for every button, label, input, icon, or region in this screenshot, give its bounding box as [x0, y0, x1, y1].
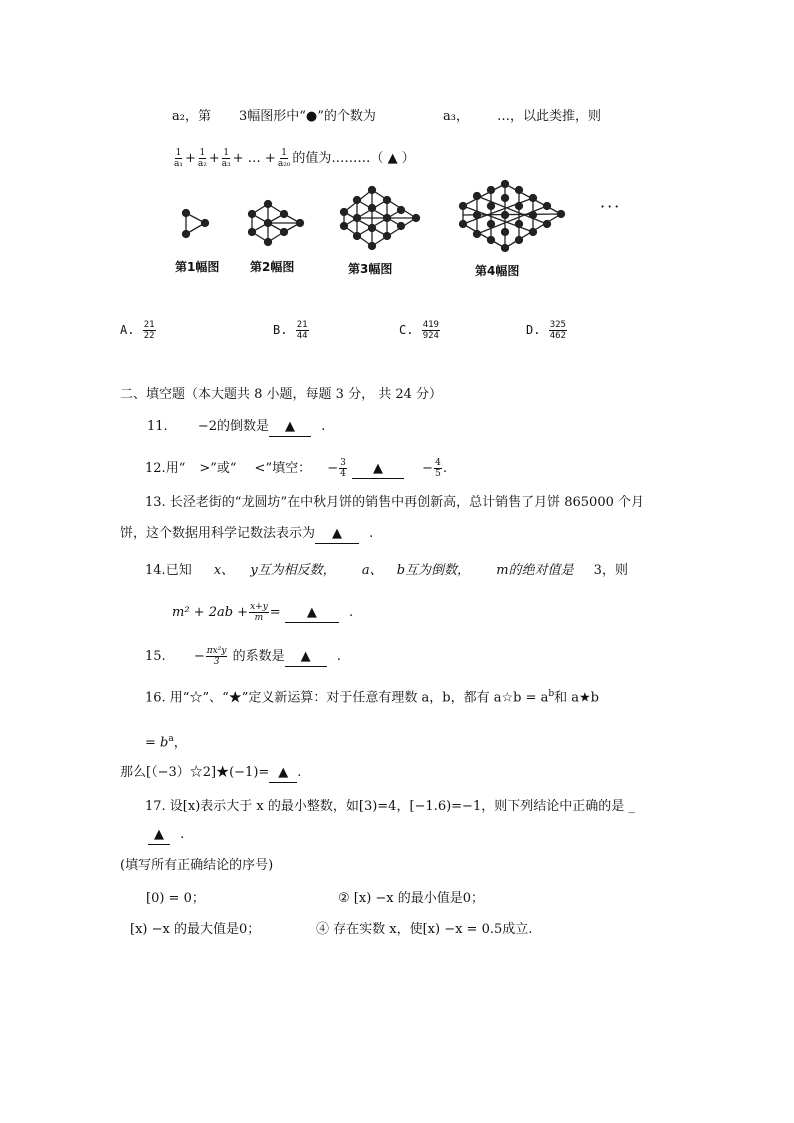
question-17-note: (填写所有正确结论的序号) — [120, 858, 274, 873]
line-a2 — [172, 108, 211, 126]
option-c-frac: $\frac{419}{924}$ — [422, 320, 439, 341]
line-analogy — [497, 108, 601, 126]
question-13-line1: 13. 长泾老街的“龙圆坊”在中秋月饼的销售中再创新高，总计销售了月饼 865000 个月 — [145, 495, 644, 510]
q14-period: . — [348, 605, 354, 620]
question-15 — [145, 646, 341, 667]
q11-period: . — [321, 419, 326, 434]
figure3-text: 3幅图形中“ — [239, 109, 306, 124]
q15-number: 15. — [145, 649, 166, 664]
figure-1 — [183, 210, 209, 238]
q14-number: 14. — [145, 563, 166, 578]
q14-three: 3，则 — [593, 563, 628, 578]
question-14-expr — [172, 602, 353, 623]
q16-answer[interactable]: ▲ — [269, 764, 297, 783]
line-a3 — [443, 108, 469, 126]
q13-answer[interactable]: ▲ — [315, 525, 359, 544]
q12-neg-2: − — [422, 461, 434, 476]
option-c-letter: C. — [399, 323, 414, 337]
question-11 — [147, 418, 325, 437]
section-title: 二、填空题（本大题共 8 小题，每题 3 分， 共 24 分） — [120, 387, 443, 402]
q15-frac: $\frac{\text{πx²y}}{3}$ — [206, 646, 227, 667]
q17-answer[interactable]: ▲ — [148, 826, 170, 845]
analogy-text: …，以此类推，则 — [497, 109, 602, 124]
q13-period: . — [369, 526, 374, 541]
question-13-line2 — [120, 525, 373, 544]
q16-sup-a: a — [168, 734, 174, 744]
q12-frac-1: $\frac{3}{4}$ — [340, 458, 346, 479]
option-b-frac: $\frac{21}{44}$ — [296, 320, 308, 341]
figure-4 — [460, 181, 565, 252]
sum-tail: 的值为………（ — [292, 151, 384, 166]
q12-text-3: ”填空： — [265, 461, 312, 476]
a2-text: a₂，第 — [172, 109, 211, 124]
option-c[interactable] — [399, 320, 441, 341]
frac-3: $\frac{1}{\text{a₃}}$ — [221, 148, 231, 169]
option-b[interactable] — [273, 320, 310, 341]
q12-text-2: ”或“ — [210, 461, 237, 476]
reciprocal-sum: $\frac{1}{\text{a₁}}$ + $\frac{1}{\text{a₂}}$ + $\frac{1}{\text{a₃}}$ + … + $\frac{1}{\text{a₂₀}}$ 的值为………（ ▲ ） — [174, 148, 415, 169]
q12-frac-2: $\frac{4}{5}$ — [435, 458, 441, 479]
caption-figure-3: 第3幅图 — [348, 262, 393, 276]
q12-lt: < — [254, 461, 266, 476]
a3-text: a₃， — [443, 109, 469, 124]
question-16-line3 — [120, 764, 301, 783]
q16-eq-b: = b — [145, 735, 169, 751]
figure-2 — [249, 201, 304, 246]
q14-text-1: 已知 — [165, 563, 192, 578]
statement-2: ② [x) −x 的最小值是0； — [338, 891, 485, 906]
option-b-letter: B. — [273, 323, 288, 337]
caption-figure-4: 第4幅图 — [475, 264, 520, 278]
frac-1: $\frac{1}{\text{a₁}}$ — [174, 148, 183, 169]
q13-text: 饼，这个数据用科学记数法表示为 — [120, 526, 316, 541]
frac-20: $\frac{1}{\text{a₂₀}}$ — [277, 148, 291, 169]
q14-a: a、 — [361, 563, 383, 578]
question-17-line2 — [148, 826, 184, 845]
q14-x: x、 — [213, 563, 235, 578]
question-16-line1 — [145, 685, 599, 707]
q16-and: 和 a★b — [554, 690, 599, 706]
line-figure3 — [239, 108, 376, 126]
count-text: ”的个数为 — [317, 109, 376, 124]
statement-4: ④ 存在实数 x，使[x) −x = 0.5成立. — [316, 922, 533, 937]
q16-comma: ， — [173, 735, 187, 751]
question-14 — [145, 562, 628, 580]
caption-figure-2: 第2幅图 — [250, 260, 295, 274]
q14-frac: $\frac{x+y}{m}$ — [250, 602, 268, 623]
question-16-line2 — [145, 730, 187, 752]
q12-period: . — [442, 461, 447, 476]
q17-period: . — [180, 827, 185, 842]
q12-gt: > — [199, 461, 211, 476]
q16-expression: 那么[（−3）☆2]★(−1)= — [120, 765, 270, 780]
q16-text: 16. 用“☆”、“★”定义新运算：对于任意有理数 a，b，都有 a☆b = a — [145, 690, 549, 706]
q12-neg-1: − — [327, 461, 339, 476]
q11-number: 11. — [147, 419, 168, 434]
option-d-letter: D. — [526, 323, 541, 337]
figure-3 — [341, 187, 420, 250]
q15-text: 的系数是 — [232, 649, 285, 664]
option-a-frac: $\frac{21}{22}$ — [143, 320, 155, 341]
q12-number: 12. — [145, 461, 166, 476]
q11-text: −2的倒数是 — [197, 419, 269, 434]
q14-equals: = — [269, 605, 281, 620]
option-d[interactable] — [526, 320, 568, 341]
figures-ellipsis: ··· — [600, 197, 622, 216]
question-12 — [145, 458, 447, 479]
q14-b: b互为倒数， — [396, 563, 471, 578]
q16-period: . — [297, 765, 302, 780]
q14-m: m的绝对值是 — [496, 563, 574, 578]
q12-answer[interactable]: ▲ — [352, 460, 404, 479]
statement-1: [0) = 0； — [146, 891, 205, 906]
close-paren: ） — [401, 151, 415, 166]
frac-2: $\frac{1}{\text{a₂}}$ — [197, 148, 207, 169]
option-a[interactable] — [120, 320, 157, 341]
q12-text-1: 用“ — [165, 461, 186, 476]
option-a-letter: A. — [120, 323, 135, 337]
q14-y: y互为相反数， — [250, 563, 336, 578]
q14-answer[interactable]: ▲ — [285, 604, 339, 623]
statement-3: [x) −x 的最大值是0； — [130, 922, 261, 937]
q15-answer[interactable]: ▲ — [285, 648, 327, 667]
dot-symbol: ● — [305, 109, 318, 124]
q15-neg: − — [193, 649, 205, 664]
q11-answer[interactable]: ▲ — [269, 418, 311, 437]
option-d-frac: $\frac{325}{462}$ — [549, 320, 566, 341]
q15-period: . — [336, 649, 341, 664]
answer-triangle: ▲ — [387, 151, 398, 166]
q14-expression: m² + 2ab + — [172, 605, 249, 620]
q16-sup-b: b — [548, 689, 555, 699]
caption-figure-1: 第1幅图 — [175, 260, 220, 274]
question-17-line1: 17. 设[x)表示大于 x 的最小整数，如[3)=4，[−1.6)=−1，则下列结论中正确的是 _ — [145, 799, 635, 814]
